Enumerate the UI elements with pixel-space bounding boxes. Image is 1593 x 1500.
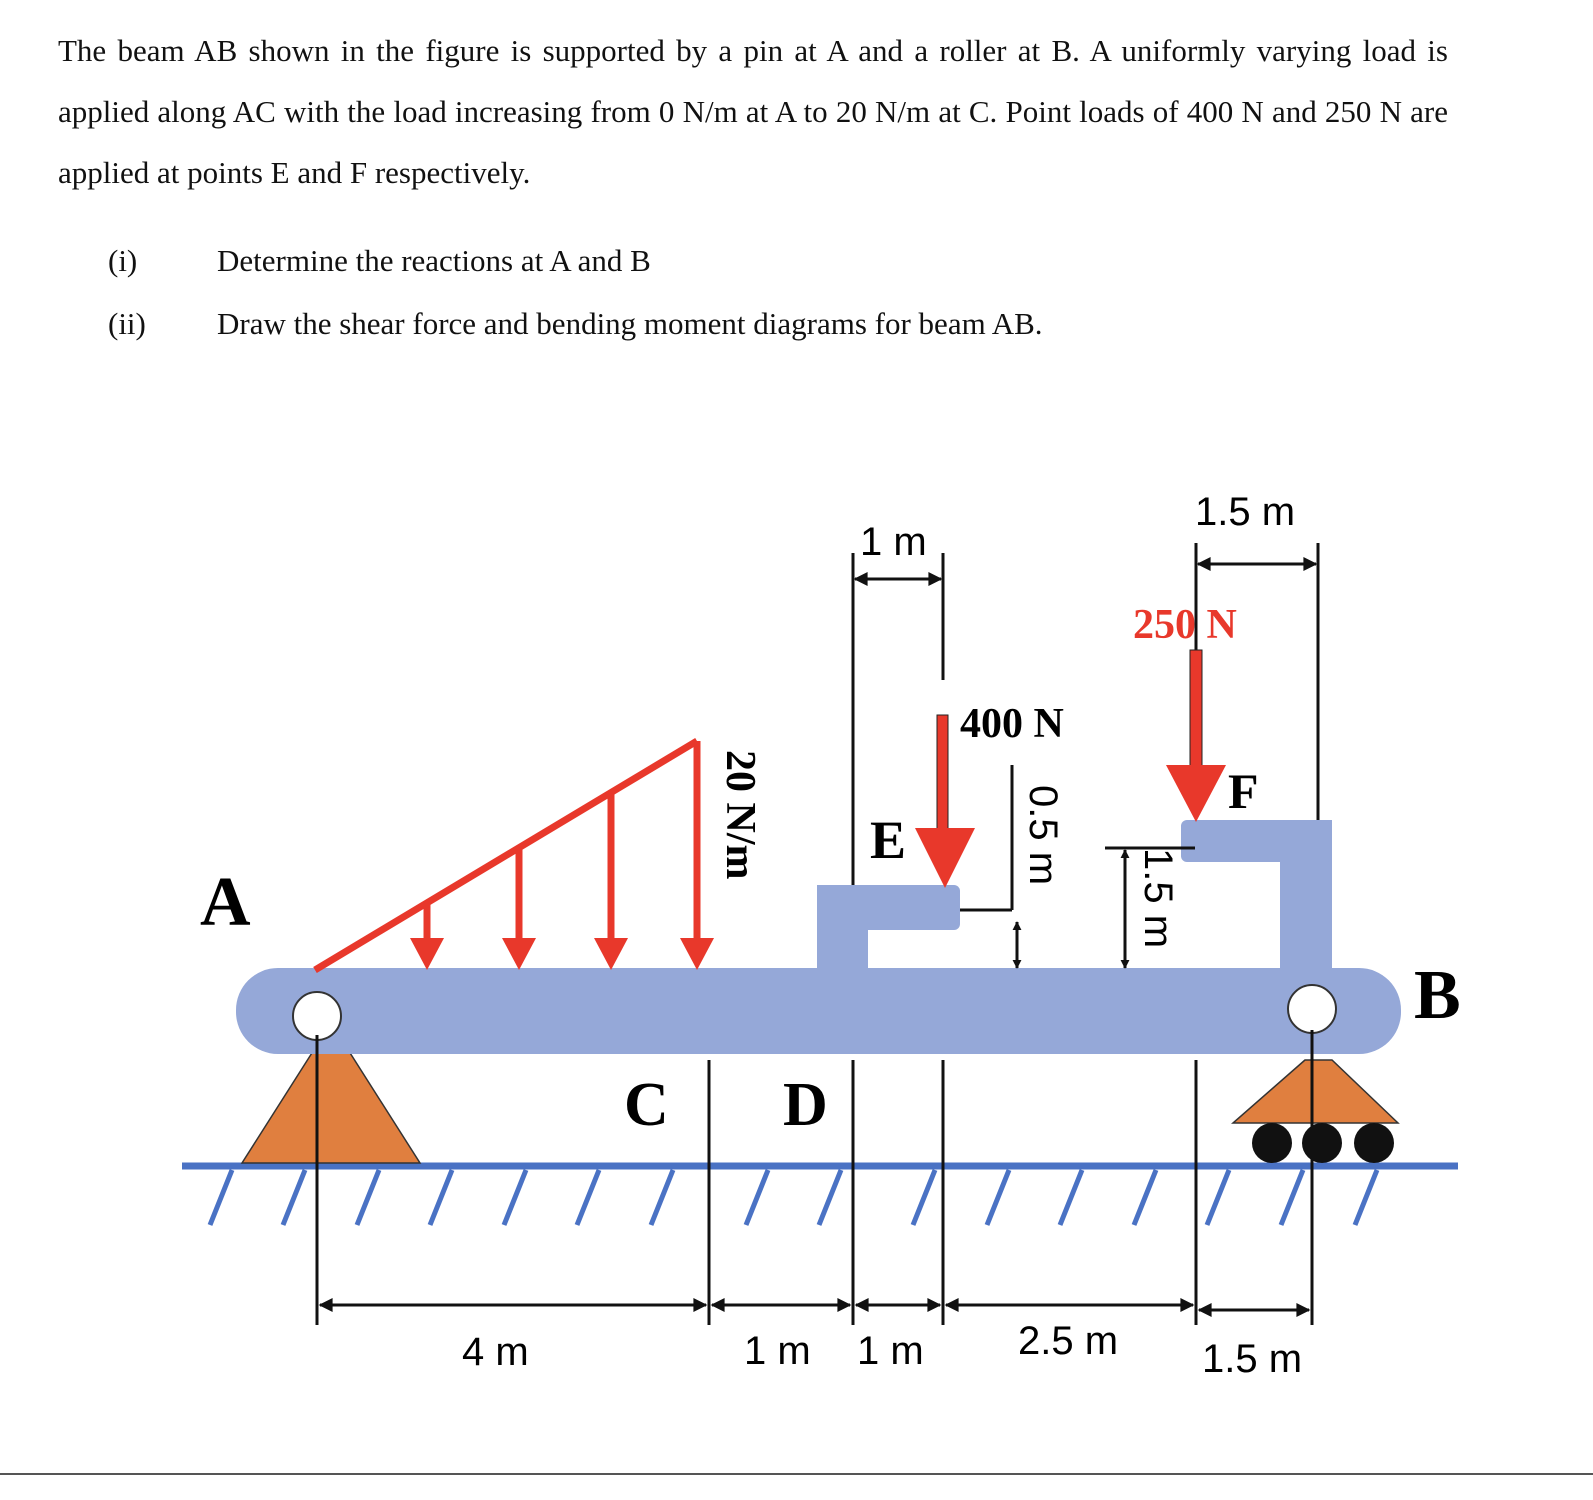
dim-top-1m: 1 m — [860, 520, 927, 564]
problem-statement: The beam AB shown in the figure is supported by a pin at A and a roller at B. A uniformly varying load is applied along AC with the load increasing from 0 N/m at A to 20 N/m at C. Point loads of 400 N and 250 N are applied at points E and F respectively. — [58, 33, 1448, 190]
dim-bottom-4m: 4 m — [462, 1330, 529, 1374]
label-e: E — [870, 810, 907, 870]
roller-support — [1233, 1060, 1398, 1123]
pin-support — [242, 1045, 420, 1163]
distributed-load — [315, 741, 714, 970]
question-2-text: Draw the shear force and bending moment diagrams for beam AB. — [217, 306, 1043, 341]
pin-hole-b — [1288, 985, 1336, 1033]
dim-height-1-5m: 1.5 m — [1136, 848, 1180, 949]
label-a: A — [200, 864, 251, 941]
label-f: F — [1228, 763, 1259, 819]
question-2-number: (ii) — [108, 306, 146, 341]
pin-hole-a — [293, 992, 341, 1040]
dim-bottom-1-5m: 1.5 m — [1202, 1337, 1303, 1381]
label-b: B — [1414, 957, 1461, 1034]
point-load-e-label: 400 N — [960, 701, 1064, 747]
label-c: C — [624, 1071, 669, 1139]
dim-bottom-1m-b: 1 m — [857, 1329, 924, 1373]
distributed-load-label: 20 N/m — [717, 750, 763, 880]
point-load-f — [1166, 650, 1226, 822]
question-1-text: Determine the reactions at A and B — [217, 243, 651, 278]
question-1-number: (i) — [108, 243, 138, 278]
roller-wheels — [1252, 1123, 1394, 1163]
beam — [236, 820, 1401, 1054]
label-d: D — [783, 1071, 828, 1139]
dim-top-1-5m: 1.5 m — [1195, 490, 1296, 534]
dim-bottom-2-5m: 2.5 m — [1018, 1319, 1119, 1363]
dim-height-0-5m: 0.5 m — [1021, 785, 1065, 886]
ground — [182, 1166, 1458, 1225]
dim-bottom-1m-a: 1 m — [744, 1329, 811, 1373]
point-load-f-label: 250 N — [1133, 602, 1237, 648]
